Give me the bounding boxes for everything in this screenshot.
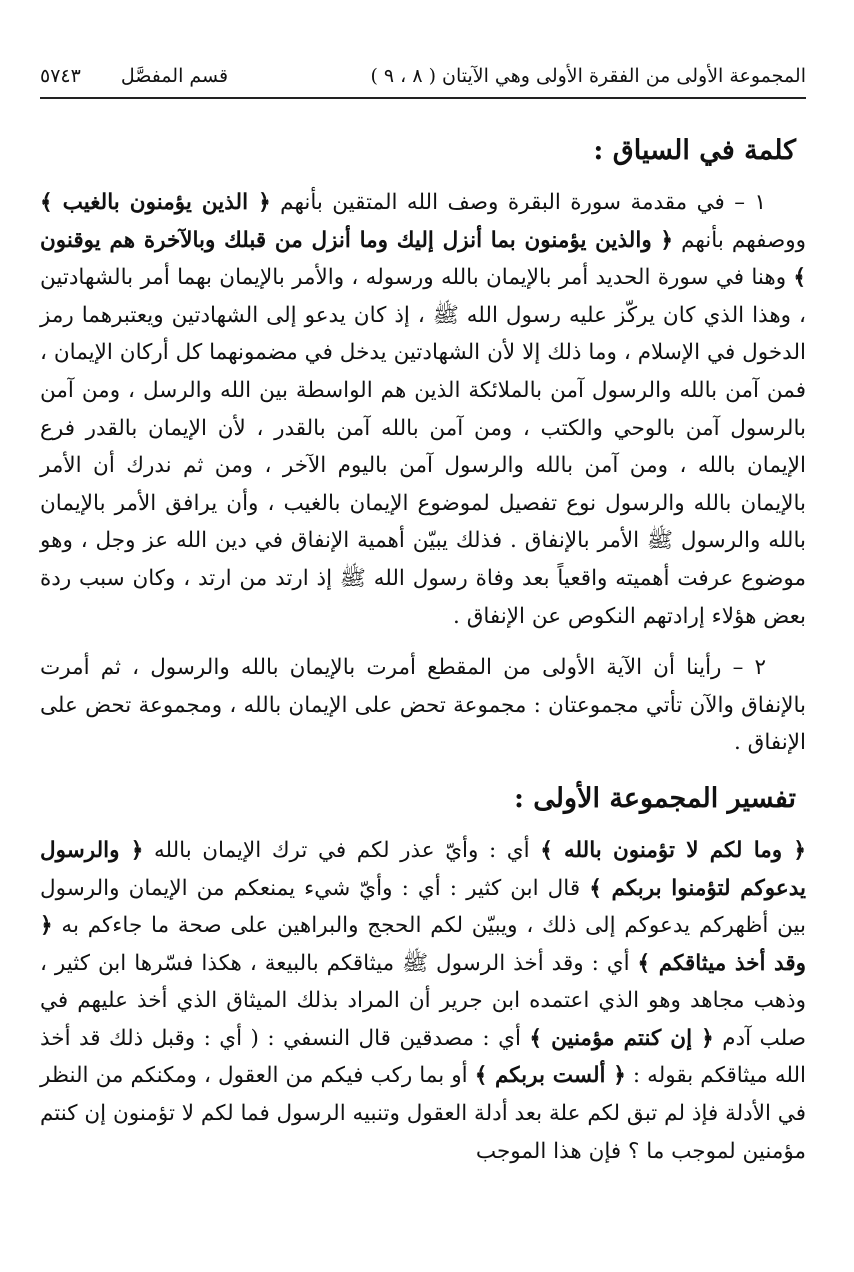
quran-quote: ﴿ ألست بربكم ﴾: [474, 1063, 626, 1089]
running-title: المجموعة الأولى من الفقرة الأولى وهي الآيتان: [442, 65, 806, 87]
heading-context: كلمة في السياق :: [593, 135, 796, 166]
quran-quote: ﴿ الذين يؤمنون بالغيب ﴾: [40, 190, 271, 215]
verse-references: ( ٨ ، ٩ ): [370, 65, 436, 87]
quran-quote: ﴿ وقد أخذ ميثاقكم ﴾: [40, 913, 806, 976]
paragraph-context-2: ٢ – رأينا أن الآية الأولى من المقطع أمرت بالإيمان بالله والرسول ، ثم أمرت بالإنفاق والآن تأتي مجموعتان : مجموعة تحض على الإيمان بالله ، ومجموعة تحض على الإنفاق .: [40, 655, 806, 756]
heading-tafsir: تفسير المجموعة الأولى :: [513, 782, 796, 814]
quran-quote: ﴿ والذين يؤمنون بما أنزل إليك وما أنزل من قبلك وبالآخرة هم يوقنون ﴾: [40, 227, 806, 291]
quran-quote: ﴿ إن كنتم مؤمنين ﴾: [529, 1025, 714, 1051]
page-header: [40, 60, 806, 92]
page-body: [40, 128, 806, 1170]
section-name: قسم المفصَّل: [120, 65, 229, 87]
page-number: ٥٧٤٣: [40, 65, 81, 87]
quran-quote: ﴿ والرسول يدعوكم لتؤمنوا بربكم ﴾: [40, 837, 806, 901]
quran-quote: ﴿ وما لكم لا تؤمنون بالله ﴾: [540, 837, 806, 863]
paragraph-context-1: ١ – في مقدمة سورة البقرة وصف الله المتقين بأنهم ﴿ الذين يؤمنون بالغيب ﴾ ووصفهم بأنهم ﴿ والذين يؤمنون بما أنزل إليك وما أنزل من قبلك وبالآخرة هم يوقنون ﴾ وهنا في سورة الحديد أمر بالإيمان بالله ورسوله ، والأمر بالإيمان بهما أمر بالشهادتين ، وهذا الذي كان يركّز عليه رسول الله ﷺ ، إذ كان يدعو إلى الشهادتين ويعتبرهما رمز الدخول في الإسلام ، وما ذلك إلا لأن الشهادتين يدخل في مضمونهما كل أركان الإيمان ، فمن آمن بالله والرسول آمن بالملائكة الذين هم الواسطة بين الله والرسل ، ومن آمن بالرسول آمن بالوحي والكتب ، ومن آمن بالله آمن بالقدر ، لأن الإيمان بالقدر فرع الإيمان بالله ، ومن آمن بالله والرسول آمن باليوم الآخر ، ومن ثم ندرك أن الأمر بالإيمان بالله والرسول نوع تفصيل لموضوع الإيمان بالغيب ، وأن يرافق الأمر بالإيمان بالله والرسول ﷺ الأمر بالإنفاق . فذلك يبيّن أهمية الإنفاق في دين الله عز وجل ، وهو موضوع عرفت أهميته واقعياً بعد وفاة رسول الله ﷺ إذ ارتد من ارتد ، وكان سبب ردة بعض هؤلاء إرادتهم النكوص عن الإنفاق .: [40, 190, 806, 629]
paragraph-tafsir: ﴿ وما لكم لا تؤمنون بالله ﴾ أي : وأيّ عذر لكم في ترك الإيمان بالله ﴿ والرسول يدعوكم لتؤمنوا بربكم ﴾ قال ابن كثير : أي : وأيّ شيء يمنعكم من الإيمان والرسول بين أظهركم يدعوكم إلى ذلك ، ويبيّن لكم الحجج والبراهين على صحة ما جاءكم به ﴿ وقد أخذ ميثاقكم ﴾ أي : وقد أخذ الرسول ﷺ ميثاقكم بالبيعة ، هكذا فسّرها ابن كثير ، وذهب مجاهد وهو الذي اعتمده ابن جرير أن المراد بذلك الميثاق الذي أخذ عليهم في صلب آدم ﴿ إن كنتم مؤمنين ﴾ أي : مصدقين قال النسفي : ( أي : وقبل ذلك قد أخذ الله ميثاقكم بقوله : ﴿ ألست بربكم ﴾ أو بما ركب فيكم من العقول ، ومكنكم من النظر في الأدلة فإذ لم تبق لكم علة بعد أدلة العقول وتنبيه الرسول فما لكم لا تؤمنون إن كنتم مؤمنين لموجب ما ؟ فإن هذا الموجب: [40, 837, 807, 1164]
section-and-page: [40, 65, 228, 87]
running-title-group: [370, 65, 806, 87]
header-divider: [40, 97, 806, 99]
